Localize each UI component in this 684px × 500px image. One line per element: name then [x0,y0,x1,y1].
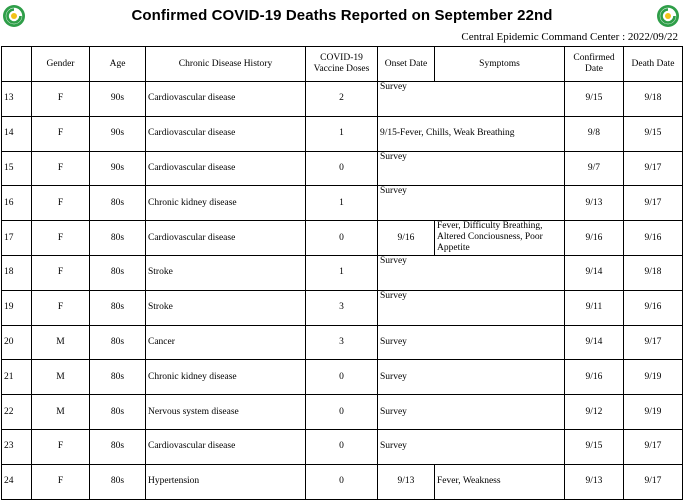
confirmed-date-cell: 9/16 [565,360,624,395]
case-number: 20 [2,325,32,360]
death-date-cell: 9/19 [624,360,683,395]
doses-cell: 0 [306,464,378,499]
doses-cell: 1 [306,116,378,151]
history-cell: Cardiovascular disease [146,151,306,186]
confirmed-date-cell: 9/12 [565,395,624,430]
column-header-onset: Onset Date [378,47,435,82]
onset-symptoms-cell: 9/15-Fever, Chills, Weak Breathing [378,116,565,151]
death-date-cell: 9/17 [624,464,683,499]
death-date-cell: 9/17 [624,325,683,360]
table-row [2,360,683,395]
gender-cell: M [32,325,90,360]
history-cell: Chronic kidney disease [146,360,306,395]
onset-symptoms-cell: Survey [378,255,565,290]
case-number: 22 [2,395,32,430]
column-header-death: Death Date [624,47,683,82]
symptoms-cell: Fever, Difficulty Breathing, Altered Conciousness, Poor Appetite [435,221,565,256]
table-row [2,116,683,151]
onset-symptoms-cell: Survey [378,186,565,221]
age-cell: 90s [90,82,146,117]
history-cell: Stroke [146,290,306,325]
onset-symptoms-cell: Survey [378,360,565,395]
onset-symptoms-cell: Survey [378,82,565,117]
table-row [2,221,683,256]
age-cell: 80s [90,395,146,430]
death-date-cell: 9/16 [624,290,683,325]
history-cell: Cardiovascular disease [146,221,306,256]
confirmed-date-cell: 9/7 [565,151,624,186]
column-header-gender: Gender [32,47,90,82]
doses-cell: 2 [306,82,378,117]
death-date-cell: 9/15 [624,116,683,151]
doses-cell: 0 [306,429,378,464]
case-number: 13 [2,82,32,117]
confirmed-date-cell: 9/13 [565,186,624,221]
onset-symptoms-cell: Survey [378,395,565,430]
case-number: 14 [2,116,32,151]
age-cell: 80s [90,325,146,360]
history-cell: Hypertension [146,464,306,499]
age-cell: 90s [90,116,146,151]
table-row [2,325,683,360]
gender-cell: M [32,360,90,395]
source-caption: Central Epidemic Command Center : 2022/09/22 [461,31,678,43]
gender-cell: F [32,429,90,464]
death-date-cell: 9/16 [624,221,683,256]
doses-cell: 0 [306,360,378,395]
doses-cell: 1 [306,255,378,290]
table-row [2,429,683,464]
table-row [2,290,683,325]
column-header-no [2,47,32,82]
symptoms-cell: Fever, Weakness [435,464,565,499]
column-header-symptoms: Symptoms [435,47,565,82]
doses-cell: 3 [306,325,378,360]
case-number: 16 [2,186,32,221]
confirmed-date-cell: 9/13 [565,464,624,499]
confirmed-date-cell: 9/14 [565,325,624,360]
confirmed-date-cell: 9/14 [565,255,624,290]
onset-symptoms-cell: Survey [378,290,565,325]
history-cell: Chronic kidney disease [146,186,306,221]
table-row [2,151,683,186]
table-row [2,255,683,290]
gender-cell: F [32,186,90,221]
confirmed-date-cell: 9/15 [565,429,624,464]
column-header-confirmed: Confirmed Date [565,47,624,82]
case-number: 17 [2,221,32,256]
age-cell: 80s [90,464,146,499]
table-row [2,395,683,430]
history-cell: Nervous system disease [146,395,306,430]
doses-cell: 0 [306,395,378,430]
history-cell: Stroke [146,255,306,290]
age-cell: 80s [90,290,146,325]
page-title: Confirmed COVID-19 Deaths Reported on September 22nd [131,7,553,24]
age-cell: 90s [90,151,146,186]
onset-date-cell: 9/13 [378,464,435,499]
gender-cell: M [32,395,90,430]
gender-cell: F [32,116,90,151]
death-date-cell: 9/17 [624,429,683,464]
history-cell: Cancer [146,325,306,360]
gender-cell: F [32,255,90,290]
gender-cell: F [32,464,90,499]
age-cell: 80s [90,221,146,256]
confirmed-date-cell: 9/11 [565,290,624,325]
history-cell: Cardiovascular disease [146,429,306,464]
doses-cell: 1 [306,186,378,221]
gender-cell: F [32,290,90,325]
gender-cell: F [32,151,90,186]
table-header-row [2,47,683,82]
gender-cell: F [32,221,90,256]
gender-cell: F [32,82,90,117]
onset-date-cell: 9/16 [378,221,435,256]
confirmed-date-cell: 9/15 [565,82,624,117]
case-number: 23 [2,429,32,464]
column-header-age: Age [90,47,146,82]
death-date-cell: 9/19 [624,395,683,430]
case-number: 18 [2,255,32,290]
age-cell: 80s [90,360,146,395]
onset-symptoms-cell: Survey [378,151,565,186]
death-date-cell: 9/18 [624,255,683,290]
deaths-table [1,46,683,500]
death-date-cell: 9/18 [624,82,683,117]
doses-cell: 0 [306,221,378,256]
column-header-history: Chronic Disease History [146,47,306,82]
history-cell: Cardiovascular disease [146,82,306,117]
onset-symptoms-cell: Survey [378,325,565,360]
onset-symptoms-cell: Survey [378,429,565,464]
history-cell: Cardiovascular disease [146,116,306,151]
table-row [2,464,683,499]
case-number: 24 [2,464,32,499]
age-cell: 80s [90,186,146,221]
confirmed-date-cell: 9/16 [565,221,624,256]
doses-cell: 3 [306,290,378,325]
death-date-cell: 9/17 [624,186,683,221]
death-date-cell: 9/17 [624,151,683,186]
confirmed-date-cell: 9/8 [565,116,624,151]
case-number: 21 [2,360,32,395]
column-header-doses: COVID-19 Vaccine Doses [306,47,378,82]
case-number: 15 [2,151,32,186]
age-cell: 80s [90,429,146,464]
case-number: 19 [2,290,32,325]
doses-cell: 0 [306,151,378,186]
table-row [2,82,683,117]
age-cell: 80s [90,255,146,290]
table-row [2,186,683,221]
